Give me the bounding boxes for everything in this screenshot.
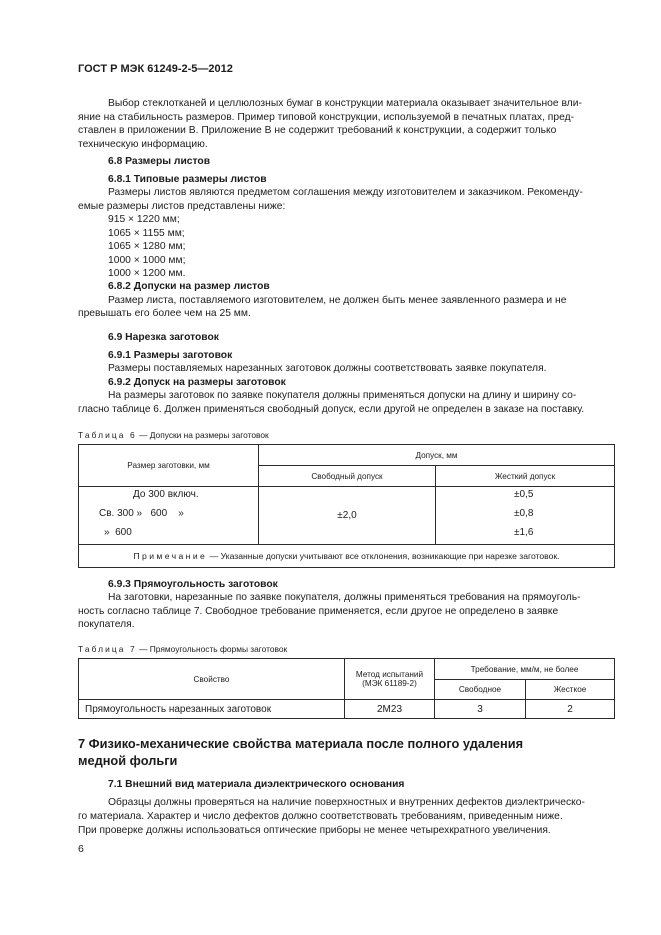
table-7-label: Таблица 7 [78,644,137,654]
section-6-8-title: 6.8 Размеры листов [108,156,211,167]
section-7-title-line: медной фольги [78,753,178,768]
table-6-size-cell [79,487,259,545]
table-6-caption [78,430,269,441]
section-6-9-3-title: 6.9.3 Прямоугольность заготовок [108,579,278,590]
table-7-header-method-line: (МЭК 61189-2) [362,679,417,688]
table-6-header-hard: Жесткий допуск [436,466,615,487]
table-7-header-property: Свойство [79,659,345,700]
table-7-header-method [345,659,435,700]
table-6-row-hard: ±1,6 [514,527,534,538]
section-7-title [78,735,523,769]
table-6 [78,444,615,568]
table-7-header-requirement: Требование, мм/м, не более [435,659,615,680]
table-7-row-free: 3 [435,700,526,719]
section-7-title-line: 7 Физико-механические свойства материала после полного удаления [78,736,524,751]
sheet-size-item: 1065 × 1155 мм; [108,228,185,239]
section-6-9-3-line: ность согласно таблице 7. Свободное требование применяется, если другое не определено в заявке [78,606,559,617]
section-6-9-3-line: На заготовки, нарезанные по заявке покупателя, должны применяться требования на прямоуголь- [108,592,581,603]
table-6-header-free: Свободный допуск [259,466,436,487]
table-7-header-free: Свободное [435,680,526,700]
section-6-9-1-title: 6.9.1 Размеры заготовок [108,350,233,361]
table-6-label: Таблица 6 [78,430,137,440]
section-6-8-2-line: Размер листа, поставляемого изготовителем, не должен быть менее заявленного размера и не [108,295,567,306]
table-6-hard-cell [436,487,615,545]
table-7-row-hard: 2 [526,700,615,719]
sheet-size-item: 915 × 1220 мм; [108,214,180,225]
table-6-row-size: » 600 [104,527,132,538]
table-6-note-label: Примечание [133,551,208,561]
section-6-9-3-line: покупателя. [78,619,135,630]
section-6-8-1-title: 6.8.1 Типовые размеры листов [108,174,267,185]
page-number: 6 [78,843,84,855]
section-6-8-1-line: Размеры листов являются предметом соглашения между изготовителем и заказчиком. Рекоменду- [108,187,583,198]
section-6-9-2-line: гласно таблице 6. Должен применяться свободный допуск, если другой не определен в заказе на поставку. [78,404,585,415]
intro-line: техническую информацию. [78,138,208,150]
table-7-header-method-line: Метод испытаний [355,670,424,679]
intro-line: яние на стабильность размеров. Пример типовой конструкции, используемой в печатных платах, пред- [78,111,575,123]
section-7-1-line: го материала. Характер и число дефектов должно соответствовать требованиям, приведенным ниже. [78,811,563,822]
table-6-row-size: Св. 300 » 600 » [99,508,184,519]
table-6-title: — Допуски на размеры заготовок [139,430,269,440]
table-7-row-property: Прямоугольность нарезанных заготовок [79,700,345,719]
table-6-note-text: — Указанные допуски учитывают все отклонения, возникающие при нарезке заготовок. [209,551,560,561]
table-6-header-size: Размер заготовки, мм [79,445,259,487]
document-header: ГОСТ Р МЭК 61249-2-5—2012 [78,63,233,75]
section-6-8-2-title: 6.8.2 Допуски на размер листов [108,281,270,292]
table-6-row-size: До 300 включ. [133,489,199,500]
table-6-header-tolerance: Допуск, мм [259,445,615,466]
section-6-9-1-text: Размеры поставляемых нарезанных заготовок должны соответствовать заявке покупателя. [108,363,547,374]
intro-line: Выбор стеклотканей и целлюлозных бумаг в конструкции материала оказывает значительное вли- [108,98,582,109]
sheet-size-item: 1065 × 1280 мм; [108,241,186,252]
section-6-9-title: 6.9 Нарезка заготовок [108,332,219,343]
table-7 [78,658,615,719]
section-7-1-title: 7.1 Внешний вид материала диэлектрического основания [108,779,405,790]
section-7-1-line: При проверке должны использоваться оптические приборы не менее четырехкратного увеличения. [78,825,551,836]
table-7-row-method: 2M23 [345,700,435,719]
section-6-9-2-line: На размеры заготовок по заявке покупателя должны применяться допуски на длину и ширину со- [108,390,577,401]
table-7-caption [78,644,287,655]
section-7-1-line: Образцы должны проверяться на наличие поверхностных и внутренних дефектов диэлектрическо- [108,797,585,808]
table-6-free-value: ±2,0 [259,487,436,545]
sheet-size-item: 1000 × 1000 мм; [108,255,186,266]
table-7-title: — Прямоугольность формы заготовок [139,644,288,654]
table-6-row-hard: ±0,5 [514,489,534,500]
sheet-size-item: 1000 × 1200 мм. [108,268,186,279]
table-7-header-hard: Жесткое [526,680,615,700]
section-6-8-1-line: емые размеры листов представлены ниже: [78,201,286,212]
table-6-note [79,545,615,568]
section-6-8-2-line: превышать его более чем на 25 мм. [78,308,251,319]
table-6-row-hard: ±0,8 [514,508,534,519]
intro-paragraph [78,97,613,151]
section-6-9-2-title: 6.9.2 Допуск на размеры заготовок [108,377,286,388]
intro-line: ставлен в приложении В. Приложение В не содержит требований к конструкции, а содержит только [78,125,557,137]
